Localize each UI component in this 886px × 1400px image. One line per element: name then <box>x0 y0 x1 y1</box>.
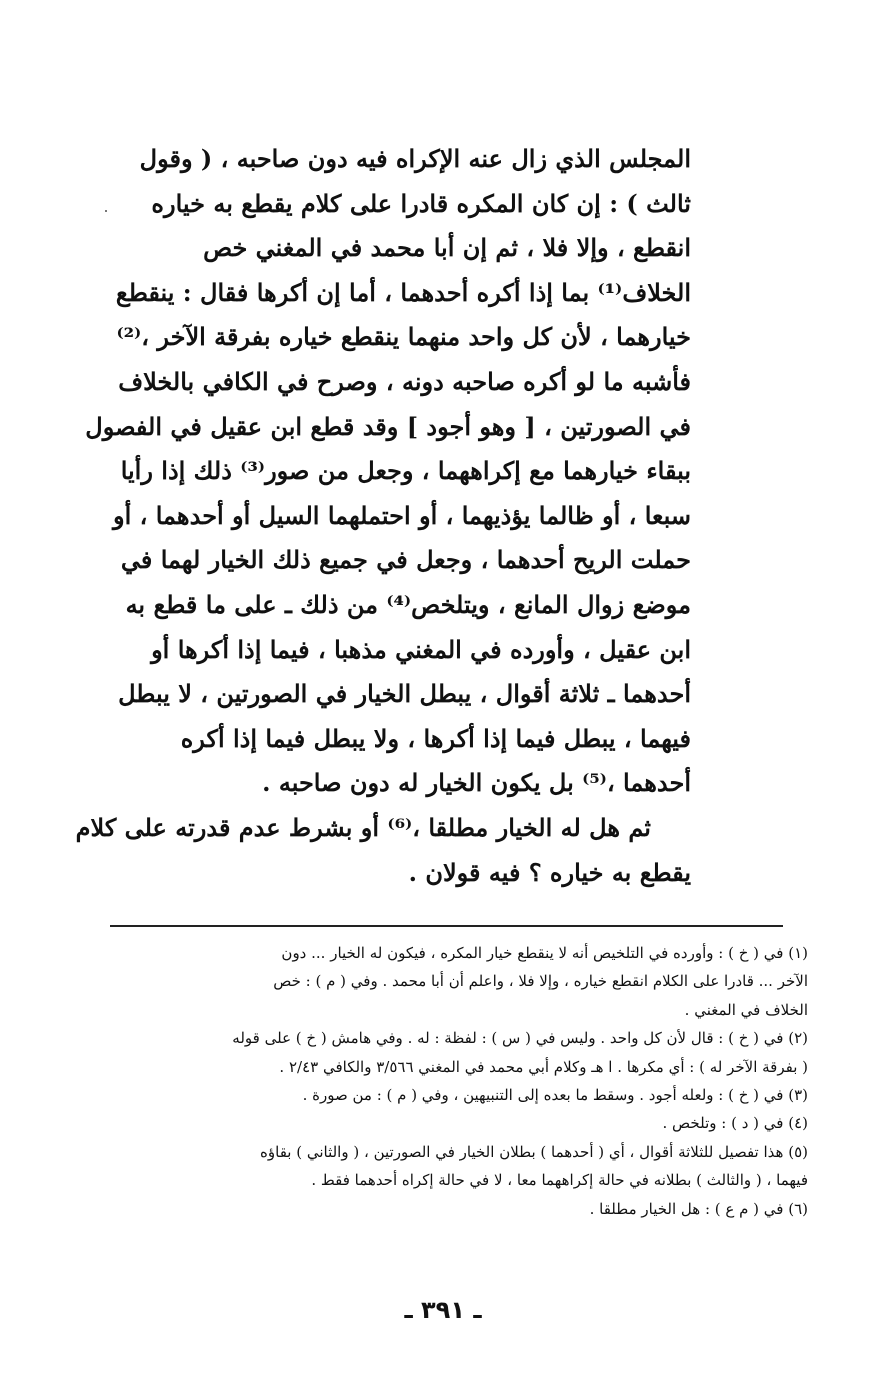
footnote-line: (٢) في ( خ ) : قال لأن كل واحد . وليس في ( س ) : لفظة : له . وفي هامش ( خ ) على قوله <box>232 1029 808 1048</box>
text-line: حملت الريح أحدهما ، وجعل في جميع ذلك الخيار لهما في <box>120 545 691 575</box>
margin-mark <box>105 210 107 212</box>
text-line: موضع زوال المانع ، ويتلخص⁽⁴⁾ من ذلك ـ على ما قطع به <box>125 589 691 619</box>
text-line: أحدهما ـ ثلاثة أقوال ، يبطل الخيار في الصورتين ، لا يبطل <box>118 679 691 709</box>
text-line: خيارهما ، لأن كل واحد منهما ينقطع خياره بفرقة الآخر ،⁽²⁾ <box>116 322 691 352</box>
text-line: الخلاف⁽¹⁾ بما إذا أكره أحدهما ، أما إن أكرها فقال : ينقطع <box>115 277 691 307</box>
text-line: أحدهما ،⁽⁵⁾ بل يكون الخيار له دون صاحبه . <box>262 768 691 798</box>
text-line: ابن عقيل ، وأورده في المغني مذهبا ، فيما إذا أكرها أو <box>151 634 691 664</box>
footnote-line: الخلاف في المغني . <box>684 1000 808 1019</box>
footnote-line: (١) في ( خ ) : وأورده في التلخيص أنه لا ينقطع خيار المكره ، فيكون له الخيار ... دون <box>281 944 808 962</box>
text-line: يقطع به خياره ؟ فيه قولان . <box>408 857 691 887</box>
text-line: ببقاء خيارهما مع إكراههما ، وجعل من صور⁽³⁾ ذلك إذا رأيا <box>120 456 691 486</box>
text-line: ثم هل له الخيار مطلقا ،⁽⁶⁾ أو بشرط عدم قدرته على كلام <box>75 812 651 842</box>
text-line: في الصورتين ، [ وهو أجود ] وقد قطع ابن عقيل في الفصول <box>85 411 691 441</box>
main-text <box>75 137 691 895</box>
text-line: انقطع ، وإلا فلا ، ثم إن أبا محمد في المغني خص <box>203 233 691 263</box>
text-line: المجلس الذي زال عنه الإكراه فيه دون صاحبه ، ( وقول <box>139 144 691 173</box>
text-line: سبعا ، أو ظالما يؤذيهما ، أو احتملهما السيل أو أحدهما ، أو <box>113 500 691 530</box>
text-line: ثالث ) : إن كان المكره قادرا على كلام يقطع به خياره <box>151 188 691 218</box>
footnote-line: (٤) في ( د ) : وتلخص . <box>662 1114 808 1133</box>
footnote-line: الآخر ... قادرا على الكلام انقطع خياره ، وإلا فلا ، واعلم أن أبا محمد . وفي ( م ) : خص <box>273 972 808 991</box>
footnote-separator <box>110 925 783 927</box>
footnote-line: فيهما ، ( والثالث ) بطلانه في حالة إكراههما معا ، لا في حالة إكراه أحدهما فقط . <box>311 1171 808 1190</box>
footnote-line: ( بفرقة الآخر له ) : أي مكرها . ا هـ وكلام أبي محمد في المغني ٣/٥٦٦ والكافي ٢/٤٣ . <box>279 1057 808 1076</box>
text-line: فيهما ، يبطل فيما إذا أكرها ، ولا يبطل فيما إذا أكره <box>180 723 691 753</box>
footnote-line: (٦) في ( م ع ) : هل الخيار مطلقا . <box>589 1199 808 1218</box>
page-number: ـ ٣٩١ ـ <box>404 1296 482 1324</box>
footnote-line: (٣) في ( خ ) : ولعله أجود . وسقط ما بعده إلى التنبيهين ، وفي ( م ) : من صورة . <box>302 1085 808 1104</box>
footnotes <box>108 939 808 1223</box>
text-line: فأشبه ما لو أكره صاحبه دونه ، وصرح في الكافي بالخلاف <box>118 366 691 396</box>
footnote-line: (٥) هذا تفصيل للثلاثة أقوال ، أي ( أحدهما ) بطلان الخيار في الصورتين ، ( والثاني ) بقاؤه <box>260 1142 808 1161</box>
